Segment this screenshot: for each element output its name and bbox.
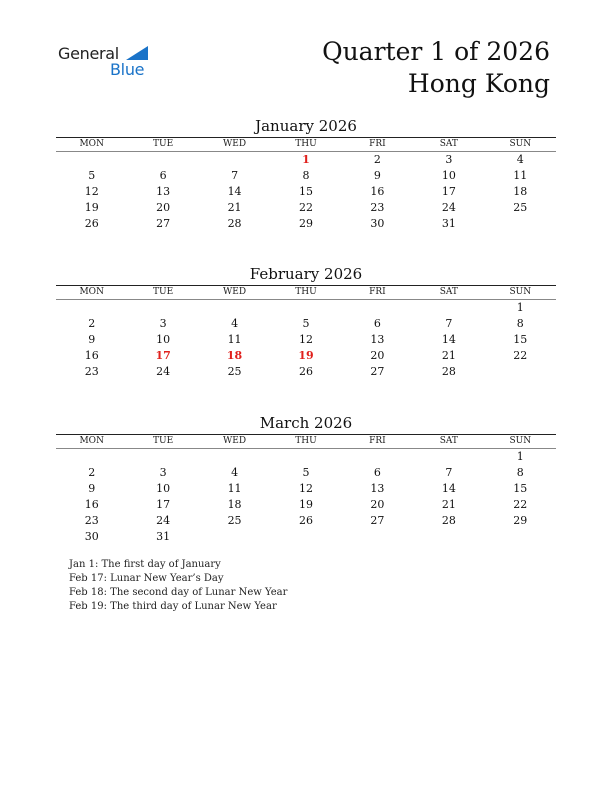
weekday-label: WED [223,139,247,149]
day-cell: 28 [227,217,242,230]
day-cell: 4 [516,153,524,166]
day-cell: 10 [156,333,171,346]
region-heading: Hong Kong [407,69,550,98]
day-cell: 18 [513,185,528,198]
day-cell: 28 [441,514,456,527]
weekday-label: WED [223,287,247,297]
weekday-label: WED [223,436,247,446]
day-cell: 18 [227,498,242,511]
day-cell: 8 [302,169,310,182]
day-cell: 20 [156,201,171,214]
day-cell: 15 [298,185,313,198]
day-cell: 28 [441,365,456,378]
day-cell: 9 [88,482,96,495]
day-cell: 7 [231,169,239,182]
day-cell: 1 [302,153,310,166]
holiday-note: Feb 18: The second day of Lunar New Year [69,587,288,598]
day-cell: 13 [156,185,171,198]
day-cell: 11 [227,482,242,495]
weekday-header [56,138,556,151]
day-cell: 6 [159,169,167,182]
day-cell: 20 [370,498,385,511]
day-cell: 11 [227,333,242,346]
day-cell [56,449,127,465]
day-grid [56,300,556,380]
day-cell: 17 [155,349,171,362]
weekday-header [56,435,556,448]
day-cell: 6 [373,317,381,330]
day-cell [485,364,556,380]
day-cell: 3 [159,466,167,479]
day-cell: 22 [513,349,528,362]
day-cell: 26 [84,217,99,230]
month-calendar [56,264,556,380]
day-cell: 9 [373,169,381,182]
day-cell: 31 [441,217,456,230]
day-cell: 2 [373,153,381,166]
weekday-label: TUE [153,287,174,297]
day-cell: 5 [88,169,96,182]
day-cell [342,449,413,465]
day-cell: 6 [373,466,381,479]
day-cell: 4 [231,466,239,479]
day-cell: 24 [156,514,171,527]
holiday-note: Feb 17: Lunar New Year’s Day [69,573,224,584]
weekday-label: SAT [439,287,458,297]
day-cell [485,529,556,545]
quarter-heading: Quarter 1 of 2026 [322,37,550,66]
day-cell [342,300,413,316]
logo-text-blue: Blue [110,60,145,79]
weekday-label: FRI [369,139,386,149]
day-cell: 24 [441,201,456,214]
weekday-label: FRI [369,436,386,446]
day-cell: 23 [370,201,385,214]
day-cell [199,152,270,168]
day-cell [56,300,127,316]
day-grid [56,449,556,545]
day-cell: 19 [298,349,314,362]
day-cell: 21 [441,349,456,362]
day-cell: 16 [84,498,99,511]
day-cell: 27 [156,217,171,230]
day-cell: 3 [159,317,167,330]
holiday-note: Feb 19: The third day of Lunar New Year [69,601,277,612]
day-cell: 27 [370,365,385,378]
day-cell: 19 [298,498,313,511]
weekday-label: SUN [509,139,532,149]
day-cell: 15 [513,482,528,495]
day-cell: 23 [84,514,99,527]
day-cell: 5 [302,317,310,330]
weekday-label: FRI [369,287,386,297]
month-title: February 2026 [249,265,363,283]
day-cell [199,449,270,465]
day-cell: 8 [516,317,524,330]
day-cell: 3 [445,153,453,166]
day-cell: 29 [298,217,313,230]
day-cell: 25 [513,201,528,214]
day-cell: 2 [88,317,96,330]
day-cell: 9 [88,333,96,346]
page-title [322,36,550,100]
month-calendar [56,116,556,232]
day-grid [56,152,556,232]
day-cell: 23 [84,365,99,378]
day-cell: 4 [231,317,239,330]
weekday-label: SAT [439,436,458,446]
day-cell: 31 [156,530,171,543]
day-cell: 2 [88,466,96,479]
day-cell: 17 [156,498,171,511]
weekday-label: THU [295,139,317,149]
day-cell: 25 [227,514,242,527]
day-cell: 15 [513,333,528,346]
day-cell: 21 [227,201,242,214]
day-cell [413,300,484,316]
day-cell [413,529,484,545]
day-cell: 1 [516,301,524,314]
day-cell [127,152,198,168]
day-cell: 26 [298,514,313,527]
day-cell [485,216,556,232]
day-cell [199,300,270,316]
month-calendar [56,413,556,545]
brand-logo [58,44,168,84]
weekday-label: THU [295,287,317,297]
day-cell: 27 [370,514,385,527]
day-cell [127,449,198,465]
holiday-notes [69,558,287,614]
day-cell [270,300,341,316]
day-cell [127,300,198,316]
day-cell: 12 [298,333,313,346]
logo-triangle-icon [126,46,148,60]
day-cell: 25 [227,365,242,378]
month-title: January 2026 [255,117,357,135]
day-cell: 20 [370,349,385,362]
weekday-label: MON [79,139,104,149]
logo-text-general: General [58,44,119,63]
day-cell: 21 [441,498,456,511]
day-cell: 13 [370,333,385,346]
weekday-label: SUN [509,287,532,297]
day-cell: 13 [370,482,385,495]
month-title: March 2026 [259,414,353,432]
weekday-label: TUE [153,139,174,149]
day-cell [56,152,127,168]
weekday-label: MON [79,436,104,446]
day-cell: 24 [156,365,171,378]
day-cell: 30 [84,530,99,543]
holiday-note: Jan 1: The first day of January [69,559,221,570]
weekday-label: SAT [439,139,458,149]
weekday-header [56,286,556,299]
day-cell: 29 [513,514,528,527]
day-cell [270,449,341,465]
day-cell: 7 [445,466,453,479]
day-cell: 14 [227,185,242,198]
day-cell: 1 [516,450,524,463]
day-cell: 11 [513,169,528,182]
day-cell: 5 [302,466,310,479]
day-cell: 10 [156,482,171,495]
day-cell: 8 [516,466,524,479]
day-cell: 12 [298,482,313,495]
weekday-label: TUE [153,436,174,446]
day-cell: 16 [84,349,99,362]
weekday-label: MON [79,287,104,297]
day-cell: 30 [370,217,385,230]
day-cell [270,529,341,545]
day-cell: 22 [513,498,528,511]
day-cell: 12 [84,185,99,198]
day-cell: 26 [298,365,313,378]
day-cell [413,449,484,465]
day-cell: 18 [226,349,243,362]
day-cell: 17 [441,185,456,198]
day-cell: 14 [441,482,456,495]
weekday-label: THU [295,436,317,446]
day-cell: 16 [370,185,385,198]
day-cell: 19 [84,201,99,214]
day-cell: 22 [298,201,313,214]
weekday-label: SUN [509,436,532,446]
day-cell [199,529,270,545]
day-cell: 7 [445,317,453,330]
day-cell: 10 [441,169,456,182]
day-cell [342,529,413,545]
day-cell: 14 [441,333,456,346]
